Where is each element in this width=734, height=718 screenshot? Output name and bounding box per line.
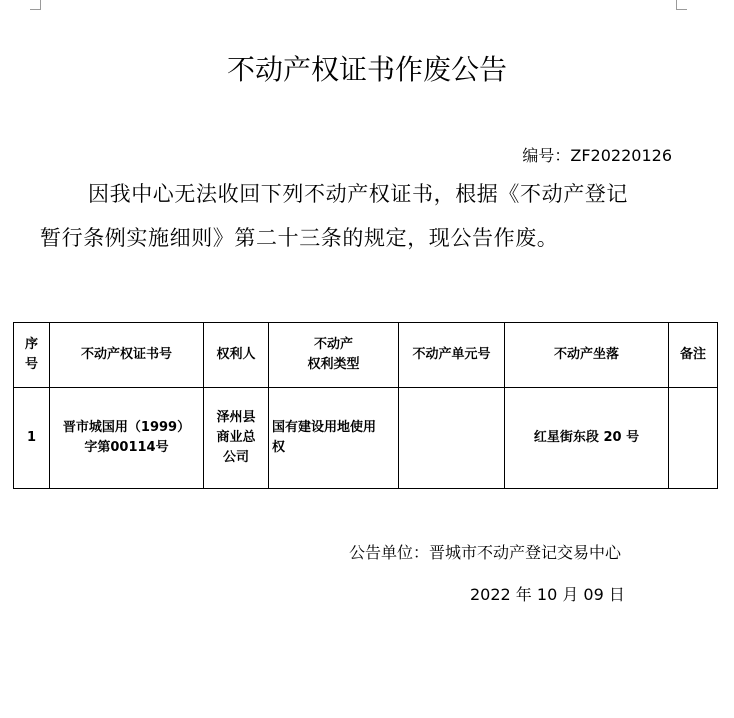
notice-paragraph-line-2: 暂行条例实施细则》第二十三条的规定，现公告作废。 <box>40 226 559 250</box>
certificate-table <box>13 322 718 489</box>
cell-right-type: 国有建设用地使用权 <box>269 388 399 489</box>
notice-paragraph-line-1: 因我中心无法收回下列不动产权证书，根据《不动产登记 <box>88 182 628 206</box>
page-corner-mark-right <box>676 0 687 10</box>
page-title: 不动产权证书作废公告 <box>226 53 507 86</box>
table-header-row <box>14 323 718 388</box>
cell-holder: 泽州县商业总公司 <box>204 388 269 489</box>
document-number: 编号：ZF20220126 <box>522 146 672 165</box>
announcement-date: 2022 年 10 月 09 日 <box>470 585 625 604</box>
header-holder: 权利人 <box>204 323 269 388</box>
cell-location: 红星街东段 20 号 <box>505 388 669 489</box>
header-remark: 备注 <box>669 323 718 388</box>
cell-cert-no: 晋市城国用（1999）字第00114号 <box>50 388 204 489</box>
header-seq: 序号 <box>14 323 50 388</box>
header-location: 不动产坐落 <box>505 323 669 388</box>
header-cert-no: 不动产权证书号 <box>50 323 204 388</box>
page-corner-mark-left <box>30 0 41 10</box>
header-right-type: 不动产 权利类型 <box>269 323 399 388</box>
announcing-unit: 公告单位：晋城市不动产登记交易中心 <box>349 543 622 562</box>
cell-remark <box>669 388 718 489</box>
cell-seq: 1 <box>14 388 50 489</box>
header-unit-no: 不动产单元号 <box>399 323 505 388</box>
table-row <box>14 388 718 489</box>
cell-unit-no <box>399 388 505 489</box>
